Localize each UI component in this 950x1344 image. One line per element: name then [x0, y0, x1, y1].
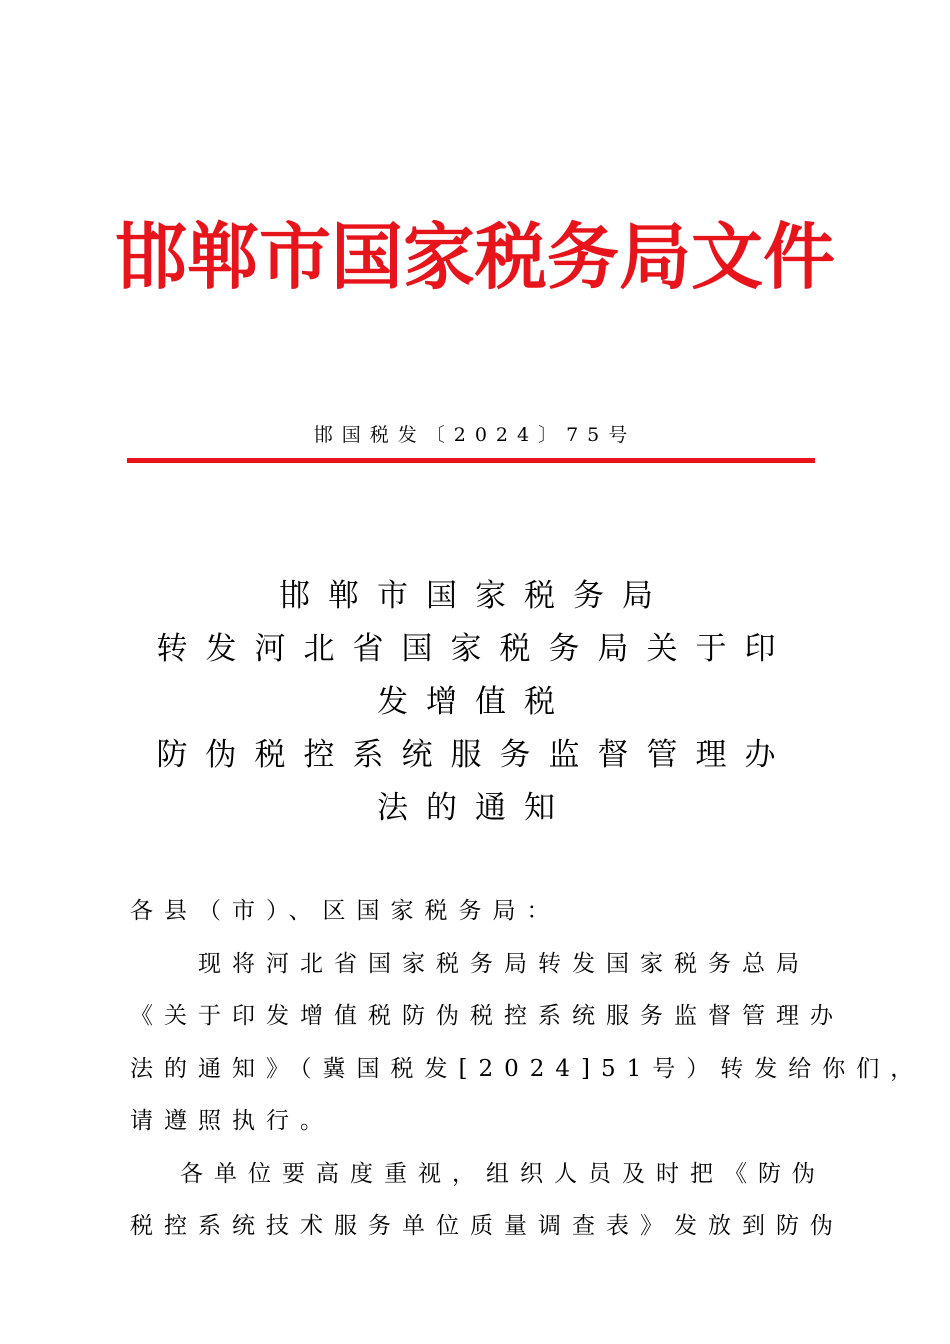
title-line: 法的通知: [377, 790, 573, 826]
body-line: 现将河北省国家税务局转发国家税务总局: [198, 950, 810, 977]
notice-body: [130, 885, 925, 1253]
body-line: 法的通知》（冀国税发[2024]51号）转发给你们，: [130, 1055, 925, 1082]
body-line: 请遵照执行。: [130, 1108, 334, 1134]
red-divider-line: [127, 458, 815, 463]
title-line: 发增值税: [377, 684, 573, 720]
body-line: 《关于印发增值税防伪税控系统服务监督管理办: [130, 1003, 844, 1029]
document-header-title: 邯郸市国家税务局文件: [114, 215, 835, 299]
title-line: 邯郸市国家税务局: [279, 578, 671, 614]
document-number: 邯国税发〔2024〕75号: [313, 424, 637, 446]
body-line: 各单位要高度重视，组织人员及时把《防伪: [180, 1160, 826, 1187]
body-line: 税控系统技术服务单位质量调查表》发放到防伪: [130, 1213, 844, 1239]
title-line: 转发河北省国家税务局关于印: [156, 631, 794, 667]
title-line: 防伪税控系统服务监督管理办: [156, 737, 794, 773]
notice-title: [130, 570, 820, 835]
salutation: 各县（市）、区国家税务局：: [130, 898, 561, 924]
